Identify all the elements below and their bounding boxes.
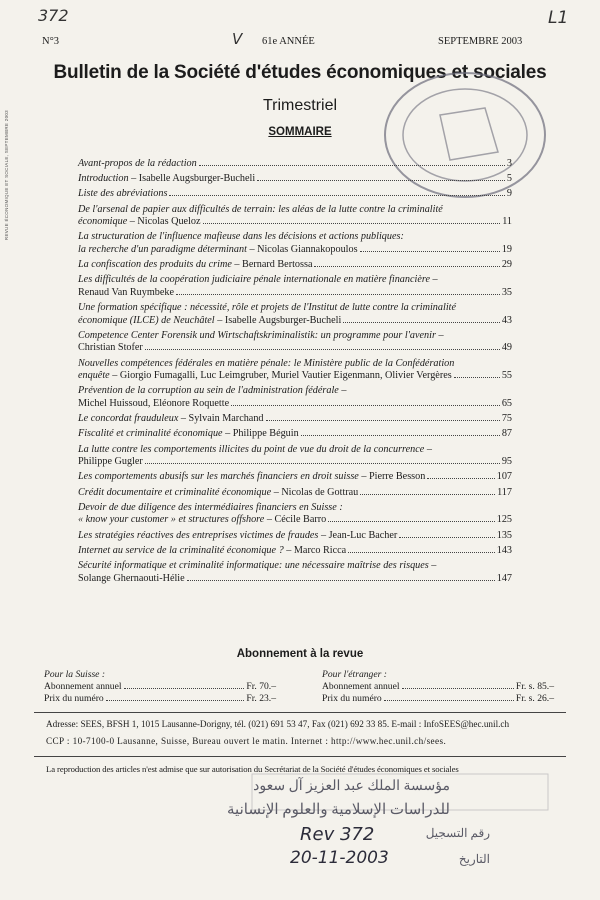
- toc-entry: Prévention de la corruption au sein de l'administration fédérale – Michel Huissoud, Eléonore Roquette 65: [78, 385, 512, 410]
- toc-entry: Competence Center Forensik und Wirtschaftskriminalistik: un programme pour l'avenir – Christian Stofer 49: [78, 329, 512, 354]
- toc-entry: Les difficultés de la coopération judiciaire pénale internationale en matière financière – Renaud Van Ruymbeke 35: [78, 274, 512, 298]
- subscription-switzerland: Pour la Suisse : Abonnement annuel Fr. 70.– Prix du numéro Fr. 23.–: [44, 669, 276, 704]
- table-of-contents: [78, 158, 512, 588]
- ccp-line: CCP : 10-7100-0 Lausanne, Suisse, Bureau ouvert le matin. Internet : http://www.hec.unil.ch/sees.: [46, 736, 447, 746]
- toc-entry: La confiscation des produits du crime – Bernard Bertossa 29: [78, 259, 512, 271]
- divider: [34, 712, 566, 713]
- toc-entry: Avant-propos de la rédaction 3: [78, 158, 512, 169]
- toc-entry: Sécurité informatique et criminalité informatique: une nécessaire maîtrise des risques – Solange Ghernaouti-Hélie 147: [78, 559, 512, 584]
- handwritten-checkmark: V: [232, 30, 243, 48]
- toc-entry: Nouvelles compétences fédérales en matière pénale: le Ministère public de la Confédération enquête – Giorgio Fumagalli, Luc Leimgruber, Muriel Vautier Eigenmann, Olivier Vergères 55: [78, 357, 512, 382]
- toc-entry: Crédit documentaire et criminalité économique – Nicolas de Gottrau 117: [78, 486, 512, 498]
- spine-text: REVUE ÉCONOMIQUE ET SOCIALE, SEPTEMBRE 2003: [4, 110, 9, 241]
- issue-number: N°3: [42, 36, 60, 47]
- stamp-line-3: رقم التسجيل: [425, 826, 490, 840]
- toc-entry: Internet au service de la criminalité économique ? – Marco Ricca 143: [78, 544, 512, 556]
- address-line: Adresse: SEES, BFSH 1, 1015 Lausanne-Dorigny, tél. (021) 691 53 47, Fax (021) 692 33 85. E-mail : InfoSEES@hec.unil.ch: [46, 719, 510, 729]
- page-title: Bulletin de la Société d'études économiques et sociales: [53, 62, 547, 83]
- toc-entry: De l'arsenal de papier aux difficultés de terrain: les aléas de la lutte contre la criminalité économique – Nicolas Queloz 11: [78, 203, 512, 228]
- toc-entry: La structuration de l'influence mafieuse dans les décisions et actions publiques: la recherche d'un paradigme déterminant – Nicolas Giannakopoulos 19: [78, 231, 512, 255]
- page-subtitle: Trimestriel: [262, 97, 338, 114]
- stamp-line-1: مؤسسة الملك عبد العزيز آل سعود: [253, 779, 450, 794]
- toc-entry: Le concordat frauduleux – Sylvain Marchand 75: [78, 413, 512, 425]
- handwritten-code: 372: [38, 6, 69, 25]
- subscription-abroad: Pour l'étranger : Abonnement annuel Fr. s. 85.– Prix du numéro Fr. s. 26.–: [322, 669, 554, 704]
- subscription-heading: Abonnement à la revue: [236, 648, 364, 660]
- toc-entry: La lutte contre les comportements illicites du point de vue du droit de la concurrence – Philippe Gugler 95: [78, 443, 512, 468]
- handwritten-date: 20-11-2003: [290, 848, 389, 868]
- toc-entry: Introduction – Isabelle Augsburger-Bucheli 5: [78, 173, 512, 185]
- year-label: 61e ANNÉE: [262, 36, 315, 47]
- stamp-line-4: التاريخ: [458, 852, 490, 866]
- issue-date: SEPTEMBRE 2003: [438, 36, 523, 47]
- stamp-line-2: للدراسات الإسلامية والعلوم الإنسانية: [227, 802, 450, 818]
- toc-entry: Les stratégies réactives des entreprises victimes de fraudes – Jean-Luc Bacher 135: [78, 529, 512, 541]
- toc-entry: Fiscalité et criminalité économique – Philippe Béguin 87: [78, 428, 512, 440]
- handwritten-registration: Rev 372: [300, 824, 375, 845]
- handwritten-initials: L1: [548, 8, 569, 28]
- toc-entry: Les comportements abusifs sur les marchés financiers en droit suisse – Pierre Besson 107: [78, 471, 512, 483]
- toc-entry: Devoir de due diligence des intermédiaires financiers en Suisse : « know your customer » et structures offshore – Cécile Barro 125: [78, 501, 512, 526]
- toc-entry: Une formation spécifique : nécessité, rôle et projets de l'Institut de lutte contre la criminalité économique (ILCE) de Neuchâtel – Isabelle Augsburger-Bucheli 43: [78, 302, 512, 326]
- divider: [34, 756, 566, 757]
- sommaire-heading: SOMMAIRE: [268, 126, 332, 138]
- reproduction-notice: La reproduction des articles n'est admise que sur autorisation du Secrétariat de la Société d'études économiques et sociales: [46, 764, 459, 774]
- toc-entry: Liste des abréviations 9: [78, 188, 512, 200]
